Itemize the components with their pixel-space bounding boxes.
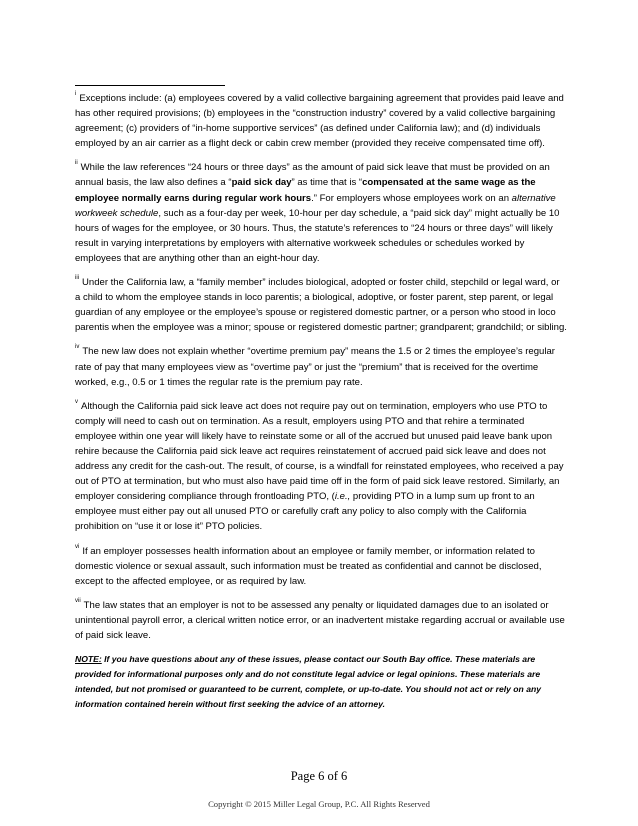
page-number: Page 6 of 6 — [290, 769, 348, 783]
footnote-mark: ii — [75, 160, 78, 167]
footnote — [75, 160, 567, 266]
footnote-mark: iii — [75, 275, 79, 282]
footnote — [75, 344, 567, 389]
footnote-bold-text: paid sick day — [231, 177, 292, 189]
footnote-mark: vi — [75, 543, 80, 550]
endnotes — [75, 91, 567, 712]
footnote-text: providing PTO in a lump sum up front to an employee must either pay out all unused PTO or carefully craft any policy to also comply with the California prohibition on “use it or lose it” PTO policies. — [75, 491, 535, 533]
footnote-list — [75, 91, 567, 643]
footnote-text: If an employer possesses health information about an employee or family member, or information related to domestic violence or sexual assault, such information must be treated as confidential and cannot be disclosed, except to the affected employee, or as required by law. — [75, 545, 542, 587]
footnote-text: , such as a four-day per week, 10-hour per day schedule, a “paid sick day” might actually be 10 hours of wages for the employee, or 30 hours. Thus, the statute’s references to “24 hours or three days” will likely result in varying interpretations by employers with alternative workweek schedules or schedules worked by employees that are anything other than an eight-hour day. — [75, 207, 560, 264]
footnote-text: Under the California law, a “family member” includes biological, adopted or foster child, stepchild or legal ward, or a child to whom the employee stands in loco parentis; a biological, adoptive, or foster parent, step parent, or legal guardian of any employee or the employee’s spouse or registered domestic partner, or a person who stood in loco parentis when the employee was a minor; spouse or registered domestic partner; grandparent; grandchild; or sibling. — [75, 277, 567, 334]
footnote — [75, 275, 567, 335]
footnote-separator — [75, 85, 225, 86]
footnote — [75, 544, 567, 589]
footnote-italic-text: i.e., — [334, 491, 351, 503]
footnote-text: Exceptions include: (a) employees covered by a valid collective bargaining agreement that provides paid leave and has other required provisions; (b) employees in the “construction industry” covered by a valid collective bargaining agreement; (c) providers of “in-home supportive services” (as defined under California law); and (d) individuals employed by an air carrier as a flight deck or cabin crew member (provided they receive compensated time off). — [75, 93, 564, 150]
footnote — [75, 399, 567, 535]
footnote-mark: vii — [75, 597, 81, 604]
footnote-text: Although the California paid sick leave act does not require pay out on termination, employers who use PTO to comply will need to cash out on termination. As a result, employers using PTO and that rehire a terminated employee within one year will likely have to reinstate some or all of the accrued but unused paid leave bank upon rehire because the California paid sick leave act requires reinstatement of accrued paid sick leave and does not address any credit for the cash-out. The result, of course, is a windfall for reinstated employees, who received a pay out of PTO at termination, but who must also have paid time off in the form of paid sick leave restored. Similarly, an employer considering compliance through frontloading PTO, ( — [75, 400, 564, 503]
footnote — [75, 598, 567, 643]
note-text: If you have questions about any of these issues, please contact our South Bay office. These materials are provided for informational purposes only and do not constitute legal advice or legal opinions. These materials are intended, but not promised or guaranteed to be current, complete, or up-to-date. You should not act or rely on any information contained herein without first seeking the advice of an attorney. — [75, 654, 542, 710]
footnote-text: ” as time that is “ — [291, 177, 363, 189]
footnote-text: .” For employers whose employees work on an — [311, 192, 512, 204]
footnote-mark: i — [75, 91, 77, 97]
footnote-text: The law states that an employer is not to be assessed any penalty or liquidated damages due to an isolated or unintentional payroll error, a clerical written notice error, or an inadvertent mistake regarding accrual or available use of paid sick leave. — [75, 599, 565, 641]
footnote-mark: iv — [75, 344, 80, 351]
disclaimer-note — [75, 652, 567, 712]
footnote-text: While the law references “24 hours or three days” as the amount of paid sick leave that must be provided on an annual basis, the law also defines a “ — [75, 162, 550, 189]
footnote-italic-text: alternative workweek schedule — [75, 192, 556, 219]
footnote-text: The new law does not explain whether “overtime premium pay” means the 1.5 or 2 times the employee’s regular rate of pay that many employees view as “overtime pay” or just the “premium” that is received for the overtime worked, e.g., 0.5 or 1 times the regular rate is the premium pay rate. — [75, 346, 555, 388]
footnote-bold-text: compensated at the same wage as the employee normally earns during regular work hours — [75, 177, 536, 204]
footnote — [75, 91, 567, 151]
note-label: NOTE: — [75, 654, 102, 665]
copyright-notice: Copyright © 2015 Miller Legal Group, P.C. All Rights Reserved — [208, 799, 430, 809]
footnote-mark: v — [75, 398, 78, 405]
